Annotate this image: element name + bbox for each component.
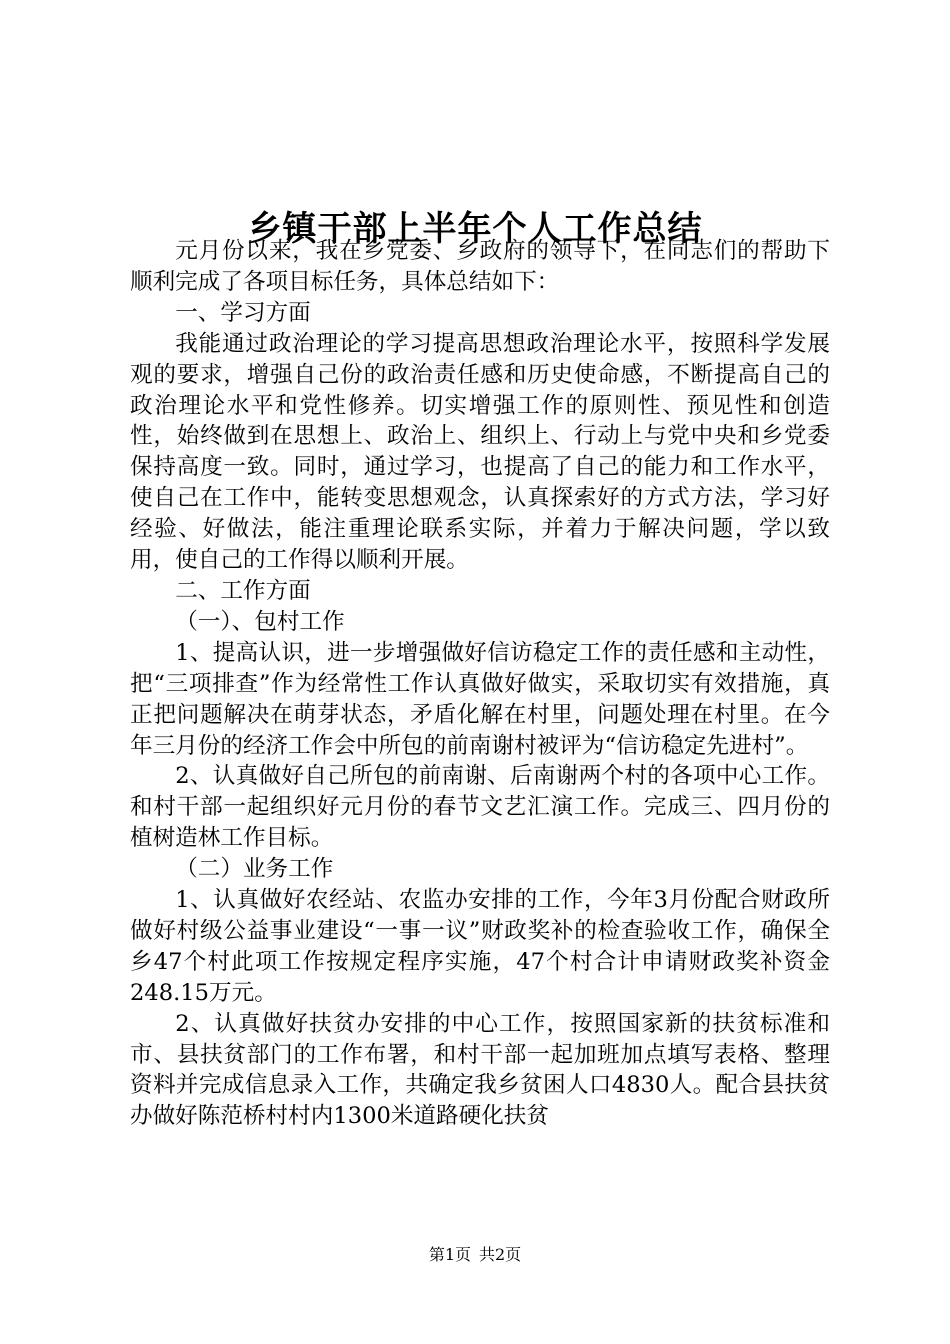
- subsection-heading-business: （二）业务工作: [175, 856, 334, 883]
- section-heading-study: 一、学习方面: [175, 299, 311, 326]
- page-total: 共2页: [479, 1245, 522, 1264]
- village-item-2: 2、认真做好自己所包的前南谢、后南谢两个村的各项中心工作。和村干部一起组织好元月份的春节文艺汇演工作。完成三、四月份的植树造林工作目标。: [130, 763, 830, 852]
- village-item-1: 1、提高认识，进一步增强做好信访稳定工作的责任感和主动性，把“三项排查”作为经常性工作认真做好做实，采取切实有效措施，真正把问题解决在萌芽状态，矛盾化解在村里，问题处理在村里。在今年三月份的经济工作会中所包的前南谢村被评为“信访稳定先进村”。: [130, 639, 830, 759]
- section-heading-work: 二、工作方面: [175, 577, 311, 604]
- study-paragraph: 我能通过政治理论的学习提高思想政治理论水平，按照科学发展观的要求，增强自己份的政治责任感和历史使命感，不断提高自己的政治理论水平和党性修养。切实增强工作的原则性、预见性和创造性，始终做到在思想上、政治上、组织上、行动上与党中央和乡党委保持高度一致。同时，通过学习，也提高了自己的能力和工作水平，使自己在工作中，能转变思想观念，认真探索好的方式方法，学习好经验、好做法，能注重理论联系实际，并着力于解决问题，学以致用，使自己的工作得以顺利开展。: [130, 330, 830, 574]
- business-item-1: 1、认真做好农经站、农监办安排的工作，今年3月份配合财政所做好村级公益事业建设“一事一议”财政奖补的检查验收工作，确保全乡47个村此项工作按规定程序实施，47个村合计申请财政奖补资金248.15万元。: [130, 887, 830, 1006]
- business-item-2: 2、认真做好扶贫办安排的中心工作，按照国家新的扶贫标准和市、县扶贫部门的工作布署，和村干部一起加班加点填写表格、整理资料并完成信息录入工作，共确定我乡贫困人口4830人。配合县扶贫办做好陈范桥村村内1300米道路硬化扶贫: [130, 1010, 830, 1130]
- page-footer: [0, 1244, 950, 1266]
- page-number: 第1页: [428, 1245, 471, 1264]
- subsection-heading-village: （一）、包村工作: [175, 608, 345, 635]
- document-title: 乡镇干部上半年个人工作总结: [247, 208, 703, 249]
- intro-paragraph: 元月份以来，我在乡党委、乡政府的领导下，在同志们的帮助下顺利完成了各项目标任务，具体总结如下：: [130, 238, 830, 295]
- document-body: [130, 236, 830, 1132]
